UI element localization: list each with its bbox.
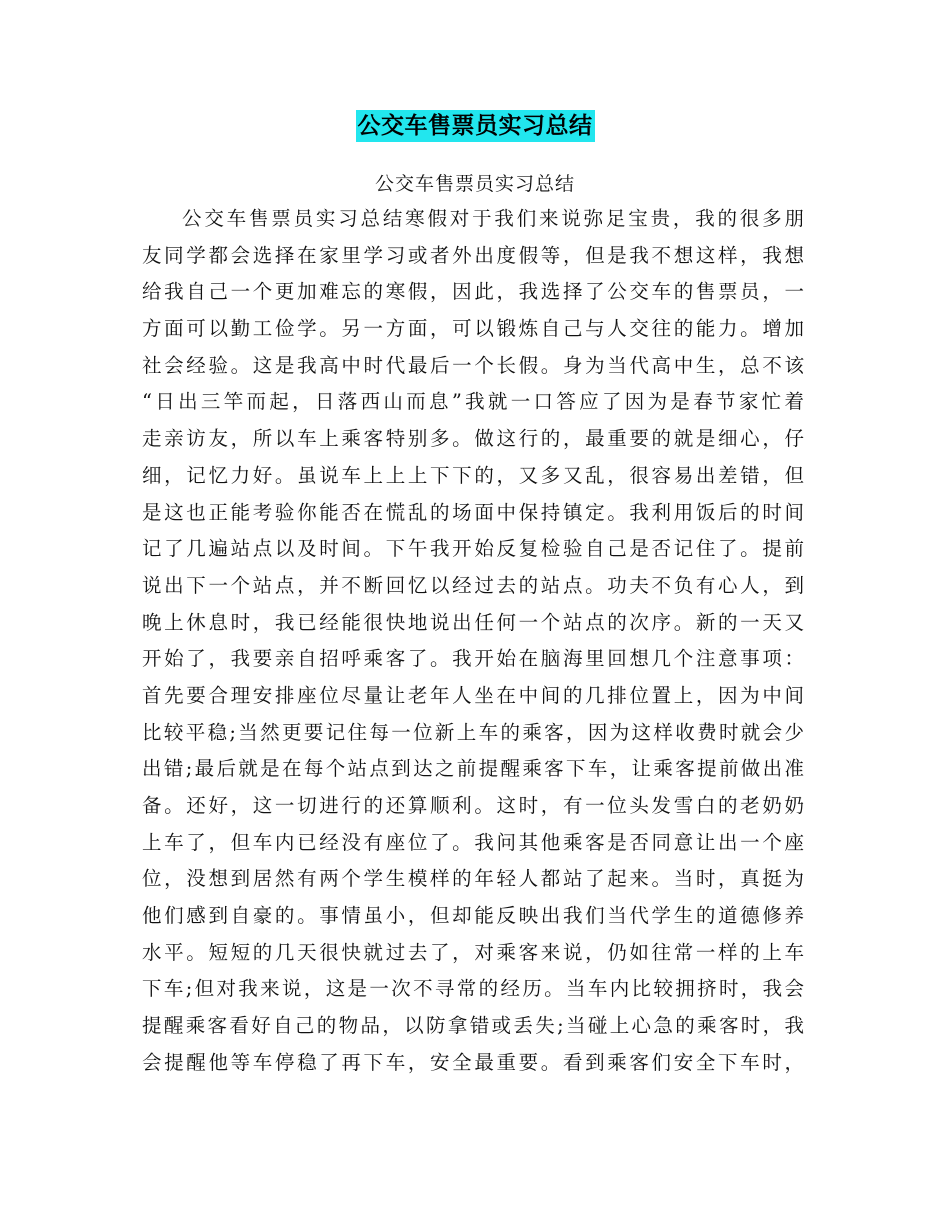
- body-text-line: 说出下一个站点，并不断回忆以经过去的站点。功夫不负有心人，到: [142, 573, 804, 597]
- document-subtitle: 公交车售票员实习总结: [374, 173, 575, 195]
- body-text-line: 比较平稳;当然更要记住每一位新上车的乘客，因为这样收费时就会少: [142, 720, 804, 744]
- body-text-line: 细，记忆力好。虽说车上上上下下的，又多又乱，很容易出差错，但: [142, 463, 804, 487]
- body-text-line: 出错;最后就是在每个站点到达之前提醒乘客下车，让乘客提前做出准: [142, 757, 804, 781]
- body-text-line: 给我自己一个更加难忘的寒假，因此，我选择了公交车的售票员，一: [142, 280, 804, 304]
- body-text-line: 记了几遍站点以及时间。下午我开始反复检验自己是否记住了。提前: [142, 537, 804, 561]
- body-text-line: 上车了，但车内已经没有座位了。我问其他乘客是否同意让出一个座: [142, 830, 804, 854]
- body-text-line: 社会经验。这是我高中时代最后一个长假。身为当代高中生，总不该: [142, 353, 804, 377]
- body-text-line: 友同学都会选择在家里学习或者外出度假等，但是我不想这样，我想: [142, 243, 804, 267]
- body-text-line: 他们感到自豪的。事情虽小，但却能反映出我们当代学生的道德修养: [142, 904, 804, 928]
- body-text-line: 公交车售票员实习总结寒假对于我们来说弥足宝贵，我的很多朋: [182, 207, 804, 230]
- body-text-line: 走亲访友，所以车上乘客特别多。做这行的，最重要的就是细心，仔: [142, 427, 804, 451]
- body-text-line: 备。还好，这一切进行的还算顺利。这时，有一位头发雪白的老奶奶: [142, 794, 804, 817]
- body-text-line: 首先要合理安排座位尽量让老年人坐在中间的几排位置上，因为中间: [142, 683, 804, 707]
- document-title: 公交车售票员实习总结: [356, 110, 595, 142]
- body-text-line: 会提醒他等车停稳了再下车，安全最重要。看到乘客们安全下车时，: [142, 1050, 804, 1074]
- body-text-line: 下车;但对我来说，这是一次不寻常的经历。当车内比较拥挤时，我会: [142, 977, 804, 1001]
- body-text-line: 开始了，我要亲自招呼乘客了。我开始在脑海里回想几个注意事项：: [142, 647, 804, 671]
- body-text-line: 位，没想到居然有两个学生模样的年轻人都站了起来。当时，真挺为: [142, 867, 804, 891]
- body-text-line: 水平。短短的几天很快就过去了，对乘客来说，仍如往常一样的上车: [142, 940, 804, 964]
- body-text-line: 方面可以勤工俭学。另一方面，可以锻炼自己与人交往的能力。增加: [142, 317, 804, 341]
- title-container: [0, 110, 950, 142]
- body-text-line: 晚上休息时，我已经能很快地说出任何一个站点的次序。新的一天又: [142, 610, 804, 634]
- body-text-line: 是这也正能考验你能否在慌乱的场面中保持镇定。我利用饭后的时间: [142, 500, 804, 524]
- body-text-line: 提醒乘客看好自己的物品，以防拿错或丢失;当碰上心急的乘客时，我: [142, 1014, 804, 1038]
- document-body: [142, 201, 804, 1082]
- body-text-line: “日出三竿而起，日落西山而息”我就一口答应了因为是春节家忙着: [142, 390, 804, 414]
